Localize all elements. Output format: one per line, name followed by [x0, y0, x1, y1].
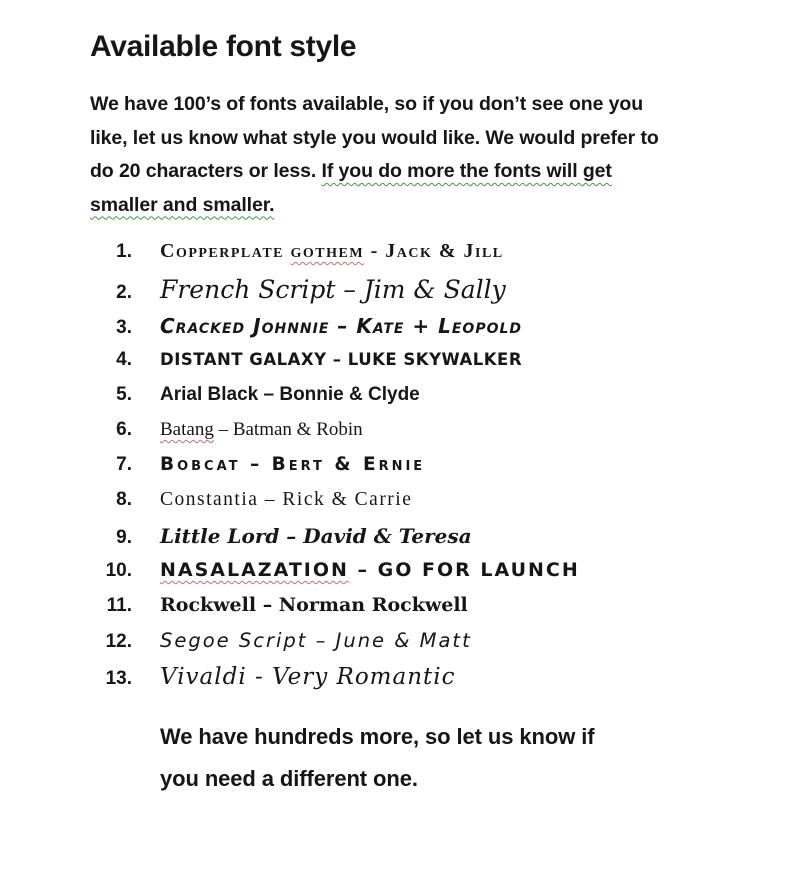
- sample-text-segment: Little Lord – David & Teresa: [160, 524, 472, 548]
- font-list-item: [90, 524, 763, 549]
- font-sample-text: [160, 664, 456, 690]
- list-item-number: 13.: [105, 668, 132, 689]
- font-list-item: [90, 240, 763, 265]
- page-title: Available font style: [90, 30, 357, 63]
- font-sample-text: [160, 454, 425, 475]
- font-list: [90, 240, 763, 690]
- font-list-item: [90, 454, 763, 479]
- sample-text-segment: – Batman & Robin: [213, 419, 363, 440]
- list-item-number: 6.: [116, 419, 132, 440]
- sample-text-segment: Segoe Script – June & Matt: [160, 629, 472, 652]
- sample-text-segment: Arial Black – Bonnie & Clyde: [160, 384, 420, 405]
- intro-paragraph: [90, 88, 678, 222]
- list-item-number: 4.: [116, 349, 132, 370]
- font-list-item: [90, 594, 763, 619]
- font-list-item: [90, 275, 763, 304]
- spellcheck-underlined-word: Batang: [160, 419, 214, 440]
- sample-text-segment: DISTANT GALAXY – LUKE SKYWALKER: [160, 350, 523, 369]
- list-item-number: 10.: [105, 560, 132, 581]
- closing-paragraph: [160, 716, 763, 800]
- font-sample-text: [160, 559, 580, 581]
- sample-text-segment: Bobcat – Bert & Ernie: [160, 454, 426, 475]
- list-item-number: 7.: [116, 454, 132, 475]
- sample-text-segment: Constantia – Rick & Carrie: [160, 489, 413, 510]
- spellcheck-underlined-word: gothem: [290, 240, 365, 262]
- font-sample-text: [160, 489, 412, 511]
- sample-text-segment: Vivaldi - Very Romantic: [160, 664, 456, 690]
- font-sample-text: [160, 314, 522, 338]
- sample-text-segment: Cracked Johnnie – Kate + Leopold: [160, 314, 523, 338]
- intro-text: We have 100’s of fonts available, so if you don’t see one you like, let us know what style you would like. We would prefer to do 20 characters or less.: [90, 93, 659, 182]
- grammar-underlined-text: If you do more the fonts will get smaller and smaller.: [90, 160, 612, 216]
- list-item-number: 5.: [116, 384, 132, 405]
- font-list-item: [90, 559, 763, 584]
- sample-text-segment: - Jack & Jill: [364, 240, 504, 262]
- list-item-number: 3.: [116, 317, 132, 338]
- font-list-item: [90, 384, 763, 409]
- font-sample-text: [160, 350, 522, 369]
- list-item-number: 2.: [116, 282, 132, 303]
- font-sample-text: [160, 240, 504, 263]
- list-item-number: 1.: [116, 241, 132, 262]
- font-list-item: [90, 489, 763, 514]
- font-sample-text: [160, 384, 420, 406]
- font-sample-text: [160, 419, 363, 441]
- font-list-item: [90, 419, 763, 444]
- sample-text-segment: French Script – Jim & Sally: [160, 275, 506, 304]
- sample-text-segment: Rockwell – Norman Rockwell: [160, 594, 468, 616]
- list-item-number: 12.: [105, 631, 132, 652]
- font-list-item: [90, 629, 763, 654]
- list-item-number: 9.: [116, 527, 132, 548]
- list-item-number: 8.: [116, 489, 132, 510]
- font-sample-text: [160, 275, 506, 304]
- sample-text-segment: Copperplate: [160, 240, 291, 262]
- closing-line-1: We have hundreds more, so let us know if: [160, 724, 595, 749]
- font-list-item: [90, 349, 763, 374]
- font-sample-text: [160, 594, 468, 616]
- list-item-number: 11.: [106, 595, 132, 616]
- spellcheck-underlined-word: NASALAZATION: [160, 559, 349, 581]
- font-sample-text: [160, 629, 472, 652]
- font-sample-text: [160, 524, 472, 548]
- font-list-item: [90, 664, 763, 690]
- closing-line-2: you need a different one.: [160, 766, 418, 791]
- font-list-item: [90, 314, 763, 339]
- sample-text-segment: – GO FOR LAUNCH: [348, 559, 580, 581]
